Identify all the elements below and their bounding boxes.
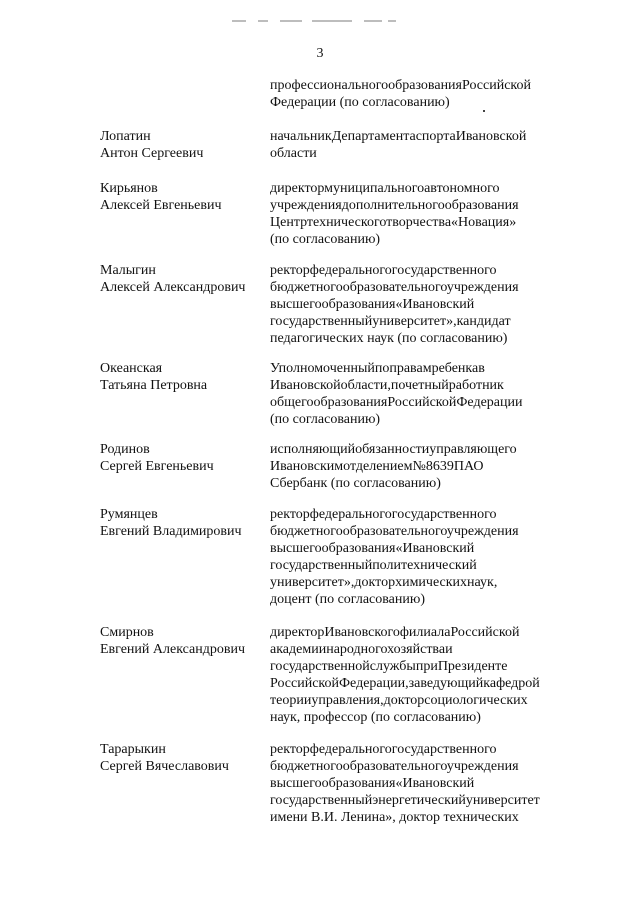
position-line: Центртехническоготворчества«Новация»: [270, 215, 517, 230]
position-line: высшегообразования«Ивановский: [270, 541, 475, 556]
position-line: доцент (по согласованию): [270, 592, 425, 607]
member-name: [100, 506, 265, 540]
position-line: государственныйуниверситет»,кандидат: [270, 314, 511, 329]
position-line: имени В.И. Ленина», доктор технических: [270, 810, 519, 825]
position-line: исполняющийобязанностиуправляющего: [270, 442, 517, 457]
position-line: педагогических наук (по согласованию): [270, 331, 508, 346]
member-surname: Родинов: [100, 442, 150, 457]
scan-header-artifact: [232, 17, 402, 25]
member-name: [100, 741, 265, 775]
member-name: [100, 441, 265, 475]
member-given-names: Антон Сергеевич: [100, 146, 204, 161]
member-surname: Кирьянов: [100, 181, 158, 196]
position-line: бюджетногообразовательногоучреждения: [270, 280, 519, 295]
member-position: [270, 624, 578, 726]
member-surname: Румянцев: [100, 507, 158, 522]
member-position: [270, 441, 578, 492]
position-line: высшегообразования«Ивановский: [270, 776, 475, 791]
position-line: начальникДепартаментаспортаИвановской: [270, 129, 527, 144]
member-surname: Тарарыкин: [100, 742, 166, 757]
member-position: [270, 128, 578, 162]
position-line: ректорфедеральногогосударственного: [270, 263, 497, 278]
position-line: академиинародногохозяйстваи: [270, 642, 453, 657]
position-line: директормуниципальногоавтономного: [270, 181, 500, 196]
continuation-block: [270, 77, 578, 111]
member-surname: Малыгин: [100, 263, 156, 278]
member-given-names: Евгений Владимирович: [100, 524, 242, 539]
member-position: [270, 360, 578, 428]
position-line: Ивановскимотделением№8639ПАО: [270, 459, 484, 474]
member-surname: Океанская: [100, 361, 163, 376]
position-line: учреждениядополнительногообразования: [270, 198, 519, 213]
member-surname: Смирнов: [100, 625, 154, 640]
position-line: общегообразованияРоссийскойФедерации: [270, 395, 523, 410]
member-name: [100, 360, 265, 394]
position-line: бюджетногообразовательногоучреждения: [270, 524, 519, 539]
position-line: (по согласованию): [270, 232, 381, 247]
scan-speck: [483, 110, 485, 112]
position-line: университет»,докторхимическихнаук,: [270, 575, 498, 590]
member-position: [270, 262, 578, 347]
member-position: [270, 506, 578, 608]
member-name: [100, 262, 265, 296]
position-line: РоссийскойФедерации,заведующийкафедрой: [270, 676, 540, 691]
position-line: бюджетногообразовательногоучреждения: [270, 759, 519, 774]
member-given-names: Алексей Евгеньевич: [100, 198, 222, 213]
member-name: [100, 128, 265, 162]
member-given-names: Алексей Александрович: [100, 280, 246, 295]
position-line: государственныйэнергетическийуниверситет: [270, 793, 540, 808]
position-line: ректорфедеральногогосударственного: [270, 742, 497, 757]
position-line: высшегообразования«Ивановский: [270, 297, 475, 312]
continuation-line: профессиональногообразованияРоссийской: [270, 78, 531, 93]
position-line: Сбербанк (по согласованию): [270, 476, 441, 491]
page-number: 3: [316, 46, 324, 61]
position-line: ректорфедеральногогосударственного: [270, 507, 497, 522]
position-line: государственнойслужбыприПрезиденте: [270, 659, 508, 674]
member-name: [100, 624, 265, 658]
continuation-line: Федерации (по согласованию): [270, 95, 450, 110]
position-line: государственныйполитехнический: [270, 558, 477, 573]
member-position: [270, 180, 578, 248]
member-surname: Лопатин: [100, 129, 151, 144]
position-line: Уполномоченныйпоправамребенкав: [270, 361, 485, 376]
position-line: (по согласованию): [270, 412, 381, 427]
position-line: Ивановскойобласти,почетныйработник: [270, 378, 504, 393]
member-position: [270, 741, 578, 826]
member-given-names: Сергей Евгеньевич: [100, 459, 214, 474]
member-given-names: Татьяна Петровна: [100, 378, 208, 393]
position-line: наук, профессор (по согласованию): [270, 710, 481, 725]
position-line: области: [270, 146, 317, 161]
member-name: [100, 180, 265, 214]
position-line: директорИвановскогофилиалаРоссийской: [270, 625, 520, 640]
member-given-names: Сергей Вячеславович: [100, 759, 229, 774]
member-given-names: Евгений Александрович: [100, 642, 246, 657]
position-line: теорииуправления,докторсоциологических: [270, 693, 528, 708]
